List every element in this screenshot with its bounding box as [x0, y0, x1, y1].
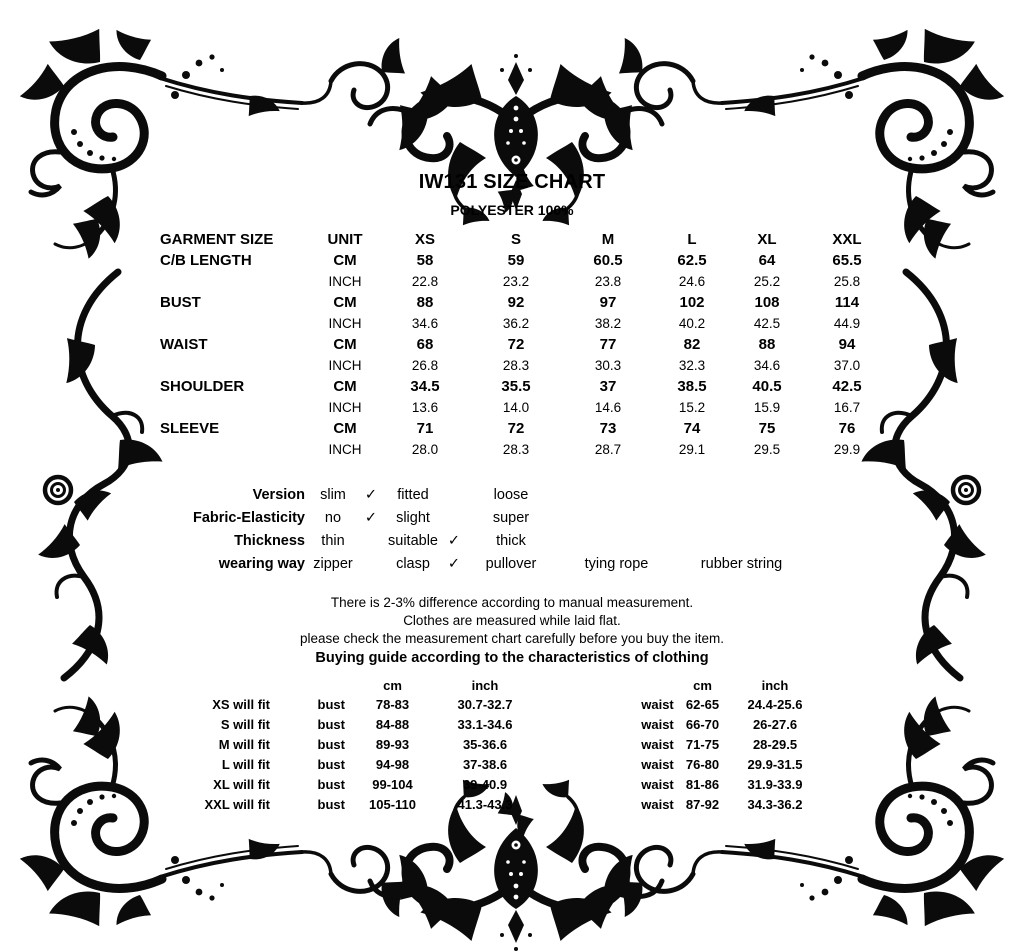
header-size-s: S	[510, 231, 521, 248]
attr-option: super	[492, 510, 530, 526]
unit-inch: INCH	[328, 358, 362, 373]
guide-bust-inch: 37-38.6	[462, 757, 508, 772]
inch-value: 37.0	[833, 358, 861, 373]
guide-size-label: M will fit	[218, 737, 270, 752]
inch-value: 14.0	[502, 400, 530, 415]
check-mark: ✓	[447, 556, 461, 572]
check-mark: ✓	[447, 533, 461, 549]
check-mark	[361, 553, 381, 576]
guide-waist-label: waist	[641, 757, 674, 772]
inch-value: 16.7	[833, 400, 861, 415]
guide-waist-cm: 87-92	[685, 797, 720, 812]
inch-value: 15.9	[753, 400, 781, 415]
cm-value: 62.5	[677, 252, 707, 269]
cm-value: 74	[683, 420, 701, 437]
cm-value: 72	[507, 336, 525, 353]
header-garment-size: GARMENT SIZE	[160, 231, 274, 248]
cm-value: 34.5	[410, 378, 440, 395]
guide-bust-cm: 89-93	[375, 737, 410, 752]
guide-bust-label: bust	[317, 737, 345, 752]
inch-value: 44.9	[833, 316, 861, 331]
guide-waist-inch: 31.9-33.9	[747, 777, 803, 792]
attr-option	[674, 484, 809, 507]
header-size-xs: XS	[414, 231, 435, 248]
guide-bust-cm: 84-88	[375, 717, 410, 732]
row-label: SLEEVE	[160, 420, 220, 437]
attr-label: Version	[252, 487, 305, 503]
attr-option: thin	[321, 533, 345, 549]
guide-waist-inch: 26-27.6	[752, 717, 798, 732]
guide-bust-cm: 105-110	[369, 797, 416, 812]
cm-value: 64	[758, 252, 776, 269]
guide-waist-cm: 81-86	[685, 777, 720, 792]
attr-option	[559, 530, 674, 553]
attr-option	[674, 507, 809, 530]
cm-value: 37	[599, 378, 617, 395]
attr-label: Fabric-Elasticity	[192, 510, 305, 526]
header-size-xxl: XXL	[832, 231, 862, 248]
inch-value: 23.2	[502, 274, 530, 289]
guide-bust-cm: 94-98	[375, 757, 410, 772]
cm-value: 59	[507, 252, 525, 269]
guide-waist-label: waist	[641, 737, 674, 752]
cm-value: 88	[758, 336, 776, 353]
inch-value: 29.5	[753, 442, 781, 457]
row-label: BUST	[160, 294, 201, 311]
guide-waist-cm: 62-65	[685, 697, 720, 712]
unit-inch: INCH	[328, 316, 362, 331]
row-label: C/B LENGTH	[160, 252, 252, 269]
measurement-notes	[0, 594, 1024, 669]
header-size-l: L	[687, 231, 697, 248]
attr-label: Thickness	[234, 533, 305, 549]
header-unit: UNIT	[327, 231, 363, 248]
guide-bust-inch: 30.7-32.7	[457, 697, 513, 712]
note-line: There is 2-3% difference according to manual measurement.	[330, 595, 694, 610]
inch-value: 24.6	[678, 274, 706, 289]
attr-option: zipper	[313, 556, 353, 572]
check-mark	[445, 484, 463, 507]
unit-inch: INCH	[328, 274, 362, 289]
inch-value: 34.6	[753, 358, 781, 373]
guide-waist-inch: 34.3-36.2	[747, 797, 803, 812]
inch-value: 28.0	[411, 442, 439, 457]
guide-size-label: XS will fit	[212, 697, 270, 712]
attr-option: fitted	[397, 487, 429, 503]
attr-option: clasp	[396, 556, 430, 572]
cm-value: 71	[416, 420, 434, 437]
attr-option	[559, 507, 674, 530]
inch-value: 32.3	[678, 358, 706, 373]
buying-guide-table	[160, 676, 820, 815]
cm-value: 82	[683, 336, 701, 353]
attr-option: rubber string	[700, 556, 783, 572]
guide-bust-label: bust	[317, 697, 345, 712]
attr-option	[559, 484, 674, 507]
inch-value: 15.2	[678, 400, 706, 415]
guide-size-label: S will fit	[220, 717, 270, 732]
attr-option: thick	[496, 533, 526, 549]
guide-bust-inch: 33.1-34.6	[457, 717, 513, 732]
cm-value: 77	[599, 336, 617, 353]
attr-option: slight	[396, 510, 430, 526]
check-mark	[361, 530, 381, 553]
guide-bust-inch: 39-40.9	[462, 777, 508, 792]
guide-waist-label: waist	[641, 797, 674, 812]
header-size-xl: XL	[757, 231, 777, 248]
note-line: please check the measurement chart carefully before you buy the item.	[300, 631, 724, 646]
guide-bust-label: bust	[317, 757, 345, 772]
row-label: SHOULDER	[160, 378, 245, 395]
guide-waist-inch: 28-29.5	[752, 737, 798, 752]
inch-value: 30.3	[594, 358, 622, 373]
attr-option: slim	[320, 487, 346, 503]
check-mark	[445, 507, 463, 530]
guide-bust-label: bust	[317, 797, 345, 812]
cm-value: 42.5	[832, 378, 862, 395]
guide-waist-label: waist	[641, 777, 674, 792]
cm-value: 97	[599, 294, 617, 311]
cm-value: 60.5	[593, 252, 623, 269]
guide-waist-inch: 29.9-31.5	[747, 757, 803, 772]
cm-value: 65.5	[832, 252, 862, 269]
attr-label: wearing way	[218, 556, 305, 572]
inch-value: 40.2	[678, 316, 706, 331]
inch-value: 14.6	[594, 400, 622, 415]
cm-value: 35.5	[501, 378, 531, 395]
guide-header-cm: cm	[693, 678, 712, 693]
cm-value: 114	[834, 294, 860, 311]
guide-header-inch: inch	[471, 678, 499, 693]
unit-cm: CM	[333, 420, 357, 437]
guide-bust-inch: 35-36.6	[462, 737, 508, 752]
inch-value: 13.6	[411, 400, 439, 415]
unit-cm: CM	[333, 294, 357, 311]
unit-inch: INCH	[328, 442, 362, 457]
note-line: Clothes are measured while laid flat.	[403, 613, 621, 628]
check-mark: ✓	[364, 487, 378, 503]
guide-waist-cm: 66-70	[685, 717, 720, 732]
guide-waist-inch: 24.4-25.6	[747, 697, 803, 712]
inch-value: 42.5	[753, 316, 781, 331]
inch-value: 28.3	[502, 358, 530, 373]
unit-inch: INCH	[328, 400, 362, 415]
cm-value: 94	[838, 336, 856, 353]
guide-bust-cm: 99-104	[372, 777, 413, 792]
check-mark: ✓	[364, 510, 378, 526]
unit-cm: CM	[333, 336, 357, 353]
cm-value: 72	[507, 420, 525, 437]
attr-option: tying rope	[584, 556, 649, 572]
cm-value: 92	[507, 294, 525, 311]
inch-value: 38.2	[594, 316, 622, 331]
inch-value: 25.8	[833, 274, 861, 289]
inch-value: 34.6	[411, 316, 439, 331]
page-title: IW131 SIZE CHART	[418, 171, 606, 193]
cm-value: 88	[416, 294, 434, 311]
inch-value: 22.8	[411, 274, 439, 289]
inch-value: 29.9	[833, 442, 861, 457]
cm-value: 108	[754, 294, 780, 311]
material-subtitle: POLYESTER 100%	[450, 202, 574, 218]
cm-value: 76	[838, 420, 856, 437]
row-label: WAIST	[160, 336, 208, 353]
inch-value: 28.3	[502, 442, 530, 457]
unit-cm: CM	[333, 252, 357, 269]
attr-option: no	[324, 510, 342, 526]
guide-bust-cm: 78-83	[375, 697, 410, 712]
inch-value: 23.8	[594, 274, 622, 289]
attribute-table	[160, 484, 809, 576]
cm-value: 75	[758, 420, 776, 437]
guide-size-label: XL will fit	[213, 777, 270, 792]
cm-value: 38.5	[677, 378, 707, 395]
cm-value: 102	[679, 294, 705, 311]
guide-waist-label: waist	[641, 717, 674, 732]
cm-value: 40.5	[752, 378, 782, 395]
cm-value: 73	[599, 420, 617, 437]
guide-header-cm: cm	[383, 678, 402, 693]
guide-bust-label: bust	[317, 717, 345, 732]
inch-value: 36.2	[502, 316, 530, 331]
buying-guide-heading: Buying guide according to the characteristics of clothing	[315, 650, 709, 666]
guide-waist-cm: 71-75	[685, 737, 720, 752]
inch-value: 26.8	[411, 358, 439, 373]
inch-value: 29.1	[678, 442, 706, 457]
guide-bust-inch: 41.3-43.3	[457, 797, 513, 812]
inch-value: 25.2	[753, 274, 781, 289]
guide-bust-label: bust	[317, 777, 345, 792]
cm-value: 68	[416, 336, 434, 353]
inch-value: 28.7	[594, 442, 622, 457]
unit-cm: CM	[333, 378, 357, 395]
guide-size-label: XXL will fit	[204, 797, 270, 812]
header-size-m: M	[601, 231, 615, 248]
attr-option: loose	[493, 487, 529, 503]
cm-value: 58	[416, 252, 434, 269]
size-table	[160, 229, 890, 460]
guide-header-inch: inch	[761, 678, 789, 693]
attr-option: pullover	[485, 556, 537, 572]
attr-option	[674, 530, 809, 553]
guide-size-label: L will fit	[221, 757, 270, 772]
guide-waist-label: waist	[641, 697, 674, 712]
attr-option: suitable	[388, 533, 438, 549]
guide-waist-cm: 76-80	[685, 757, 720, 772]
